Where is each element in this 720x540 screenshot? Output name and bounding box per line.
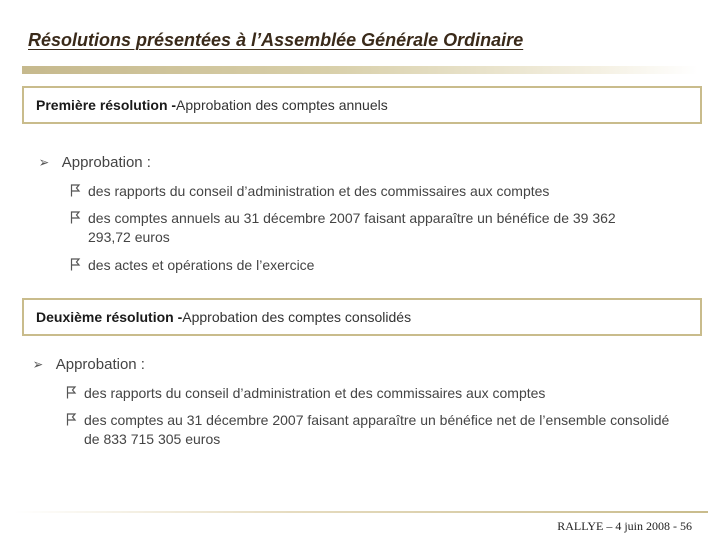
list-item bbox=[66, 411, 686, 449]
footer-rule bbox=[14, 511, 708, 513]
resolution-2-label: Deuxième résolution - bbox=[36, 309, 183, 325]
resolution-1-box bbox=[22, 86, 702, 124]
resolution-2-subject: Approbation des comptes consolidés bbox=[182, 309, 412, 325]
resolution-2-bullet bbox=[32, 356, 145, 373]
arrow-bullet-icon: ➢ bbox=[32, 356, 44, 372]
bullet-text: Approbation : bbox=[61, 154, 151, 171]
list-item bbox=[70, 209, 630, 247]
resolution-2-box bbox=[22, 298, 702, 336]
list-item bbox=[66, 384, 626, 403]
list-item-text: des actes et opérations de l’exercice bbox=[88, 257, 315, 273]
list-item-text: des rapports du conseil d’administration et des commissaires aux comptes bbox=[84, 385, 546, 401]
flag-bullet-icon bbox=[70, 211, 81, 224]
arrow-bullet-icon: ➢ bbox=[38, 154, 50, 170]
list-item-text: des comptes annuels au 31 décembre 2007 faisant apparaître un bénéfice de 39 362 293,72 euros bbox=[88, 210, 616, 245]
list-item-text: des comptes au 31 décembre 2007 faisant apparaître un bénéfice net de l’ensemble consolidé de 833 715 305 euros bbox=[84, 412, 670, 447]
resolution-1-subject: Approbation des comptes annuels bbox=[176, 97, 388, 113]
resolution-1-label: Première résolution - bbox=[36, 97, 177, 113]
resolution-1-bullet bbox=[38, 154, 151, 171]
footer-text: RALLYE – 4 juin 2008 - 56 bbox=[557, 519, 692, 533]
slide-title: Résolutions présentées à l’Assemblée Générale Ordinaire bbox=[28, 30, 524, 50]
flag-bullet-icon bbox=[70, 258, 81, 271]
flag-bullet-icon bbox=[66, 386, 77, 399]
list-item-text: des rapports du conseil d’administration et des commissaires aux comptes bbox=[88, 183, 550, 199]
list-item bbox=[70, 256, 630, 275]
list-item bbox=[70, 182, 630, 201]
bullet-text: Approbation : bbox=[55, 356, 145, 373]
flag-bullet-icon bbox=[70, 184, 81, 197]
flag-bullet-icon bbox=[66, 413, 77, 426]
title-rule bbox=[22, 66, 698, 74]
